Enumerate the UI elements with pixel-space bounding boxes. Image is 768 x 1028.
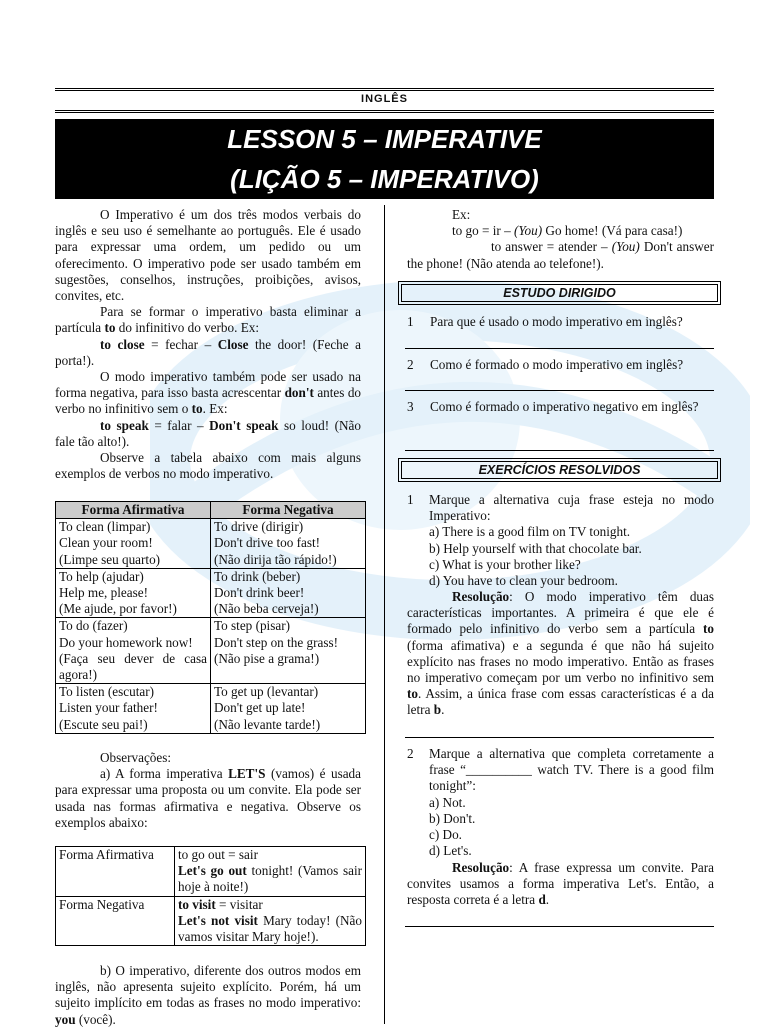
table-cell xyxy=(211,519,366,569)
lesson-title: LESSON 5 – IMPERATIVE xyxy=(227,124,542,154)
question-text: Como é formado o modo imperativo em inglês? xyxy=(430,357,684,372)
table-header: Forma Afirmativa xyxy=(56,502,211,519)
cell-line: (Não dirija tão rápido!) xyxy=(214,551,337,567)
cell-line: To drive (dirigir) xyxy=(214,519,304,535)
example-speak: to speak = falar – Don't speak so loud! (Não fale tão alto!). xyxy=(55,417,362,449)
exercise-2-resolution xyxy=(407,860,714,909)
observations xyxy=(55,750,361,831)
cell-line: Do your homework now! xyxy=(59,634,193,650)
question-text: Como é formado o imperativo negativo em inglês? xyxy=(430,399,699,414)
cell-line: Help me, please! xyxy=(59,585,148,601)
option: b) Don't. xyxy=(429,810,476,826)
cell-line: To do (fazer) xyxy=(59,618,128,634)
table-row xyxy=(56,618,366,684)
cell-line: To listen (escutar) xyxy=(59,684,155,700)
table-cell xyxy=(56,519,211,569)
ex-label: Ex: xyxy=(452,207,471,222)
question-number: 2 xyxy=(407,357,414,372)
table-cell xyxy=(211,618,366,684)
lets-aff-label: Forma Afirmativa xyxy=(56,847,175,897)
table-row xyxy=(56,568,366,618)
exercise-1-resolution xyxy=(407,589,714,719)
lesson-title-pt: (LIÇÃO 5 – IMPERATIVO) xyxy=(230,164,539,194)
option: b) Help yourself with that chocolate bar. xyxy=(429,540,642,556)
exercise-2 xyxy=(429,746,714,859)
cell-line: (Não pise a grama!) xyxy=(214,650,320,666)
resolution: Resolução: O modo imperativo têm duas características importantes. A primeira é que ele é formado pelo infinitivo do verbo sem a partícula to (forma afimativa) e a segunda é que não há sujeito explícito nas frases no modo imperativo. Então as frases no imperativo começam por um verbo no infinitivo sem to. Assim, a única frase com essas características é a da letra b. xyxy=(407,589,715,718)
cell-line: To get up (levantar) xyxy=(214,684,319,700)
option: d) Let's. xyxy=(429,843,472,859)
lets-table xyxy=(55,846,366,946)
table-cell xyxy=(211,684,366,734)
negative-paragraph: O modo imperativo também pode ser usado na forma negativa, para isso basta acrescentar don't antes do verbo no infinitivo sem o to. Ex: xyxy=(55,369,362,417)
left-column-text xyxy=(55,207,361,482)
table-cell xyxy=(56,568,211,618)
table-cell xyxy=(56,684,211,734)
example-answer: to answer = atender – (You) Don't answer the phone! (Não atenda ao telefone!). xyxy=(407,239,715,271)
cell-line: To step (pisar) xyxy=(214,618,290,634)
exercise-prompt: Marque a alternativa cuja frase esteja no modo Imperativo: xyxy=(429,492,714,524)
lesson-title-banner xyxy=(55,119,714,199)
answer-line xyxy=(405,390,714,391)
table-header-row xyxy=(56,502,366,519)
table-row xyxy=(56,896,366,946)
right-examples xyxy=(407,207,714,272)
intro-paragraph: O Imperativo é um dos três modos verbais do inglês e seu uso é semelhante ao português. Ele é usado para expressar uma ordem, um pedido ou um oferecimento. O imperativo pode ser usado também em sugestões, conselhos, instruções, proibições, avisos, convites, etc. xyxy=(55,207,361,304)
estudo-dirigido-box xyxy=(398,281,721,305)
cell-line: (Limpe seu quarto) xyxy=(59,551,161,567)
lets-aff-example: to go out = sair Let's go out tonight! (Vamos sair hoje à noite!) xyxy=(175,847,366,897)
obs-title: Observações: xyxy=(100,750,172,765)
obs-b-block xyxy=(55,963,361,1028)
cell-line: (Escute seu pai!) xyxy=(59,716,148,732)
example-close: to close = fechar – Close the door! (Feche a porta!). xyxy=(55,336,362,368)
question-number: 3 xyxy=(407,399,414,414)
table-row xyxy=(56,519,366,569)
option: c) What is your brother like? xyxy=(429,556,581,572)
lets-neg-label: Forma Negativa xyxy=(56,896,175,946)
table-header: Forma Negativa xyxy=(211,502,366,519)
estudo-dirigido-title: ESTUDO DIRIGIDO xyxy=(401,284,718,302)
formation-paragraph: Para se formar o imperativo basta eliminar a partícula to do infinitivo do verbo. Ex: xyxy=(55,304,361,336)
cell-line: (Não beba cerveja!) xyxy=(214,601,319,617)
header-rule-bottom xyxy=(55,110,714,111)
cell-line: (Não levante tarde!) xyxy=(214,716,321,732)
option: c) Do. xyxy=(429,827,462,843)
cell-line: Don't drive too fast! xyxy=(214,535,321,551)
option: d) You have to clean your bedroom. xyxy=(429,573,618,589)
lets-neg-example: to visit = visitar Let's not visit Mary today! (Não vamos visitar Mary hoje!). xyxy=(175,896,366,946)
option: a) Not. xyxy=(429,794,466,810)
cell-line: Don't get up late! xyxy=(214,700,306,716)
header-rule-bottom2 xyxy=(55,112,714,113)
exercicios-resolvidos-box xyxy=(398,458,721,482)
question-text: Para que é usado o modo imperativo em inglês? xyxy=(430,314,683,329)
answer-line xyxy=(405,348,714,349)
example-go: to go = ir – (You) Go home! (Vá para casa!) xyxy=(452,223,683,239)
subject-label: INGLÊS xyxy=(361,93,408,105)
cell-line: Don't drink beer! xyxy=(214,585,305,601)
answer-line xyxy=(405,450,714,451)
exercicios-resolvidos-title: EXERCÍCIOS RESOLVIDOS xyxy=(401,461,718,479)
exercise-prompt: Marque a alternativa que completa corretamente a frase “__________ watch TV. There is a good film tonight”: xyxy=(429,746,714,794)
option: a) There is a good film on TV tonight. xyxy=(429,524,631,540)
cell-line: Listen your father! xyxy=(59,700,158,716)
cell-line: (Faça seu dever de casa agora!) xyxy=(59,650,207,683)
exercise-number: 2 xyxy=(407,746,414,761)
cell-line: (Me ajude, por favor!) xyxy=(59,601,177,617)
resolution: Resolução: A frase expressa um convite. Para convites usamos a forma imperativa Let's. Então, a resposta correta é a letra d. xyxy=(407,860,714,908)
cell-line: To help (ajudar) xyxy=(59,568,144,584)
separator-line xyxy=(405,737,714,738)
exercise-number: 1 xyxy=(407,492,414,507)
header-rule-top xyxy=(55,88,714,89)
question-number: 1 xyxy=(407,314,414,329)
verbs-table xyxy=(55,501,366,734)
cell-line: To drink (beber) xyxy=(214,568,301,584)
header-rule-top2 xyxy=(55,90,714,91)
table-row xyxy=(56,684,366,734)
column-divider xyxy=(384,205,385,1024)
table-row xyxy=(56,847,366,897)
obs-b: b) O imperativo, diferente dos outros modos em inglês, não apresenta sujeito explícito. Porém, há um sujeito implícito em todas as frases no modo imperativo: you (você). xyxy=(55,963,361,1027)
cell-line: Clean your room! xyxy=(59,535,153,551)
table-cell xyxy=(56,618,211,684)
separator-line xyxy=(405,926,714,927)
exercise-1 xyxy=(429,492,714,589)
obs-a: a) A forma imperativa LET'S (vamos) é usada para expressar uma proposta ou um convite. Ela pode ser usada nas formas afirmativa e negativa. Observe os exemplos abaixo: xyxy=(55,766,362,830)
cell-line: Don't step on the grass! xyxy=(214,634,338,650)
table-cell xyxy=(211,568,366,618)
observe-paragraph: Observe a tabela abaixo com mais alguns exemplos de verbos no modo imperativo. xyxy=(55,450,361,482)
cell-line: To clean (limpar) xyxy=(59,519,151,535)
